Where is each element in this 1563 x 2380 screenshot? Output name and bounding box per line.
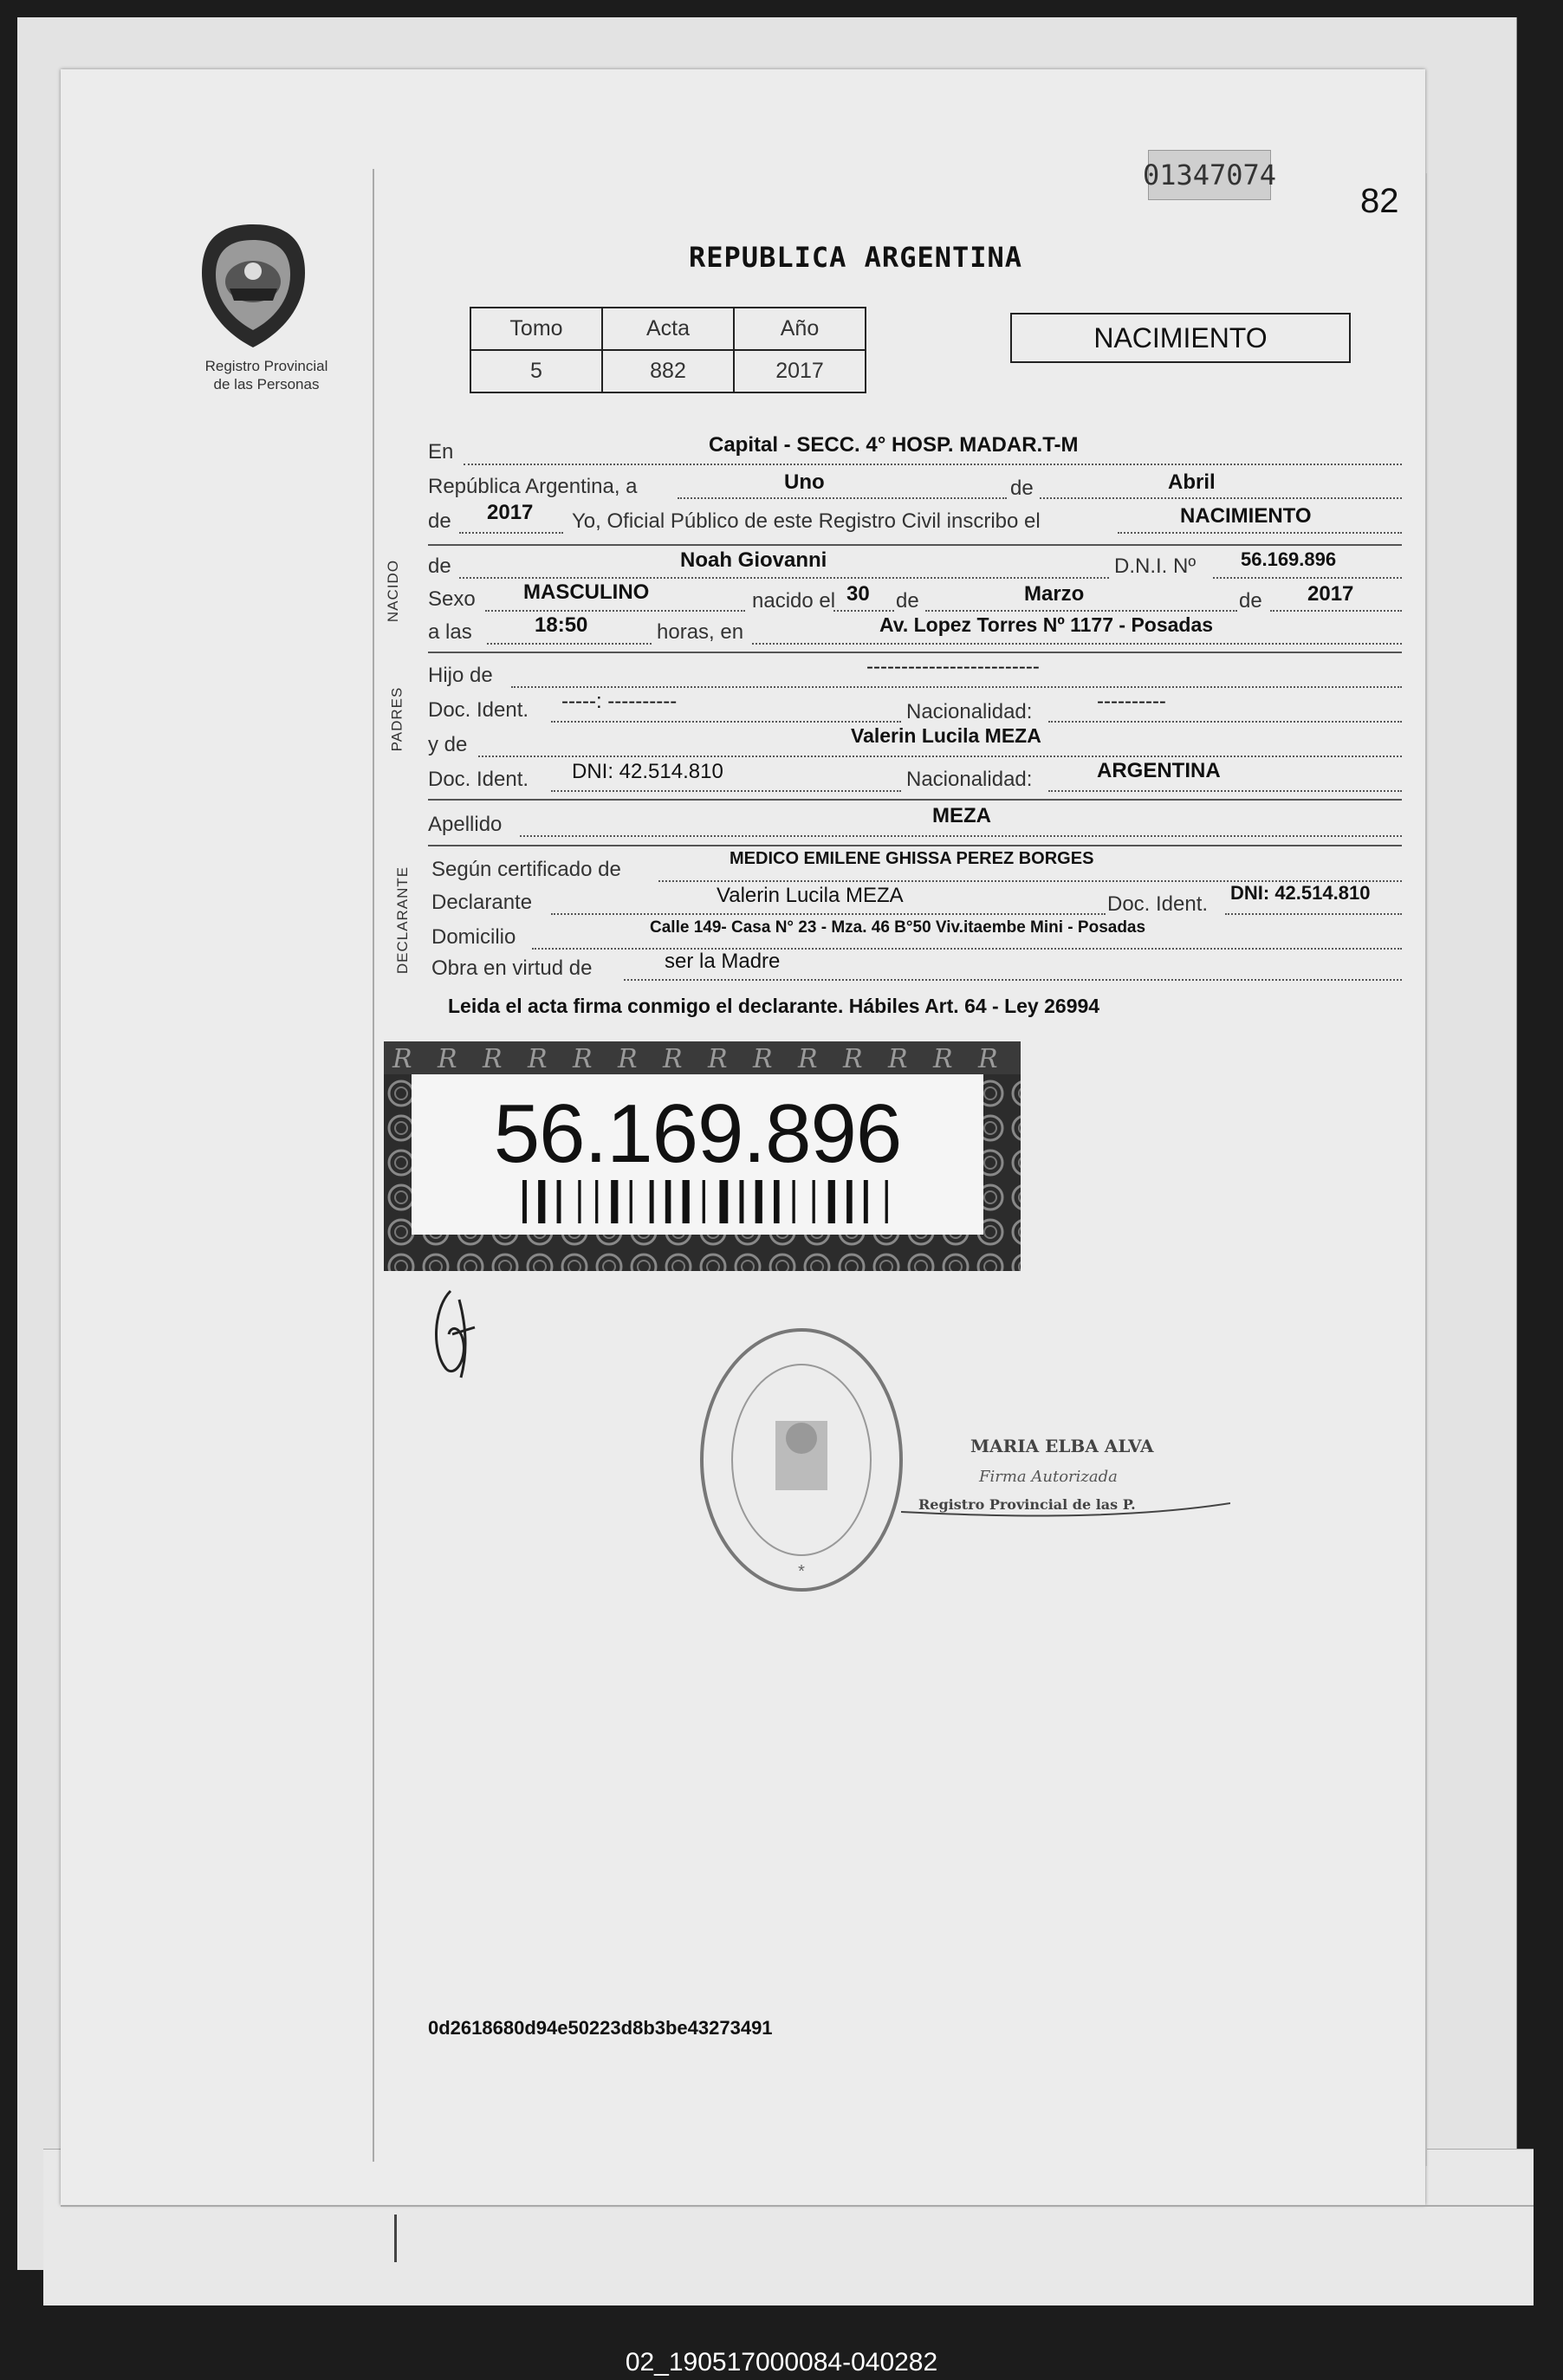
right-margin-line [1425, 173, 1427, 2166]
coat-of-arms-icon [195, 221, 312, 351]
value-mes: Abril [1168, 470, 1216, 494]
value-lugar-nac: Av. Lopez Torres Nº 1177 - Posadas [879, 613, 1214, 636]
value-domicilio: Calle 149- Casa N° 23 - Mza. 46 B°50 Viv.itaembe Mini - Posadas [650, 918, 1146, 937]
label-doc-ident-madre: Doc. Ident. [428, 768, 529, 791]
barcode-icon [522, 1180, 904, 1223]
signature-icon [425, 1274, 494, 1395]
svg-text:MARIA ELBA ALVA: MARIA ELBA ALVA [970, 1436, 1154, 1456]
value-declarante: Valerin Lucila MEZA [717, 884, 904, 907]
barcode-bar [650, 1180, 654, 1223]
side-label-declarante: DECLARANTE [394, 866, 412, 975]
record-table [470, 307, 866, 393]
dni-band [384, 1041, 1021, 1271]
value-dia: Uno [784, 470, 825, 494]
barcode-bar [756, 1180, 762, 1223]
official-stamp-icon [693, 1317, 910, 1603]
label-nacionalidad-padre: Nacionalidad: [906, 700, 1033, 723]
barcode-bar [885, 1180, 888, 1223]
value-nac-mes: Marzo [1024, 582, 1085, 606]
label-nacionalidad-madre: Nacionalidad: [906, 768, 1033, 791]
label-doc-ident-padre: Doc. Ident. [428, 698, 529, 722]
header-acta: Acta [602, 308, 734, 350]
value-anio-inscripcion: 2017 [487, 501, 534, 524]
barcode-bar [611, 1180, 618, 1223]
label-sexo: Sexo [428, 587, 476, 611]
barcode-bar [522, 1180, 527, 1223]
footer-filename: 02_190517000084-040282 [625, 2348, 938, 2377]
barcode-bar [683, 1180, 690, 1223]
value-nac-dia: 30 [846, 582, 870, 606]
value-madre: Valerin Lucila MEZA [851, 724, 1041, 747]
value-nombre: Noah Giovanni [680, 548, 827, 572]
barcode-bar [828, 1180, 835, 1223]
label-de-2: de [428, 509, 451, 533]
header-anio: Año [734, 308, 866, 350]
value-dni: 56.169.896 [1241, 548, 1337, 570]
label-yo: Yo, Oficial Público de este Registro Civil inscribo el [572, 509, 1041, 533]
label-nacido-el: nacido el [752, 589, 836, 613]
dni-card [412, 1074, 983, 1235]
value-apellido: MEZA [932, 804, 991, 827]
svg-text:*: * [798, 1562, 805, 1581]
value-padre-doc: -----: ---------- [561, 690, 678, 713]
value-tipo: NACIMIENTO [1180, 504, 1312, 528]
barcode-bar [792, 1180, 794, 1223]
dni-band-number: 56.169.896 [493, 1087, 902, 1180]
barcode-bar [774, 1180, 780, 1223]
barcode-bar [630, 1180, 632, 1223]
page-number: 82 [1360, 182, 1399, 220]
barcode-bar [739, 1180, 743, 1223]
barcode-bar [595, 1180, 598, 1223]
value-anio: 2017 [734, 350, 866, 392]
value-hora: 18:50 [535, 613, 588, 637]
value-obra: ser la Madre [665, 950, 781, 973]
label-de-nac-1: de [896, 589, 919, 613]
barcode-bar [665, 1180, 671, 1223]
label-declarante: Declarante [431, 891, 533, 914]
value-sexo: MASCULINO [523, 580, 650, 604]
barcode-bar [703, 1180, 705, 1223]
label-dni: D.N.I. Nº [1114, 554, 1197, 578]
value-tomo: 5 [470, 350, 602, 392]
header-tomo: Tomo [470, 308, 602, 350]
barcode-bar [864, 1180, 868, 1223]
label-obra: Obra en virtud de [431, 957, 593, 980]
barcode-bar [719, 1180, 728, 1223]
legal-text: Leida el acta firma conmigo el declarante. Hábiles Art. 64 - Ley 26994 [448, 995, 1100, 1017]
label-de-nombre: de [428, 554, 451, 578]
label-de-1: de [1010, 477, 1034, 500]
label-hijo-de: Hijo de [428, 664, 493, 687]
label-horas-en: horas, en [657, 620, 744, 644]
svg-text:Registro Provincial de las P.: Registro Provincial de las P. [918, 1496, 1136, 1513]
label-segun-certificado: Según certificado de [431, 858, 621, 881]
label-republica: República Argentina, a [428, 475, 638, 498]
value-padre-nac: ---------- [1097, 690, 1166, 713]
org-line1: Registro Provincial [204, 358, 328, 374]
barcode-bar [813, 1180, 815, 1223]
document-hash: 0d2618680d94e50223d8b3be43273491 [428, 2017, 773, 2039]
margin-line [373, 169, 374, 2162]
value-acta: 882 [602, 350, 734, 392]
svg-text:Firma Autorizada: Firma Autorizada [979, 1468, 1118, 1486]
barcode-bar [846, 1180, 853, 1223]
value-lugar: Capital - SECC. 4° HOSP. MADAR.T-M [709, 433, 1079, 457]
signature-stamp-icon [901, 1430, 1230, 1525]
document-title: REPUBLICA ARGENTINA [689, 241, 1023, 274]
label-doc-ident-declarante: Doc. Ident. [1107, 892, 1209, 916]
label-apellido: Apellido [428, 813, 503, 836]
serial-number: 01347074 [1148, 150, 1271, 200]
label-de-nac-2: de [1239, 589, 1262, 613]
org-line2: de las Personas [213, 376, 320, 392]
side-label-padres: PADRES [388, 686, 405, 752]
barcode-bar [538, 1180, 545, 1223]
organization-name [173, 357, 360, 393]
value-padre: ------------------------- [866, 655, 1040, 678]
barcode-bar [557, 1180, 561, 1223]
label-domicilio: Domicilio [431, 925, 516, 949]
side-label-nacido: NACIDO [385, 559, 402, 623]
label-y-de: y de [428, 733, 468, 756]
value-declarante-doc: DNI: 42.514.810 [1230, 882, 1371, 904]
label-a-las: a las [428, 620, 472, 644]
barcode-bar [578, 1180, 580, 1223]
value-madre-nac: ARGENTINA [1097, 759, 1221, 782]
value-certificado: MEDICO EMILENE GHISSA PEREZ BORGES [730, 849, 1094, 868]
value-nac-anio: 2017 [1307, 582, 1354, 606]
label-en: En [428, 440, 454, 464]
record-type-box: NACIMIENTO [1010, 313, 1351, 363]
value-madre-doc: DNI: 42.514.810 [572, 760, 723, 783]
